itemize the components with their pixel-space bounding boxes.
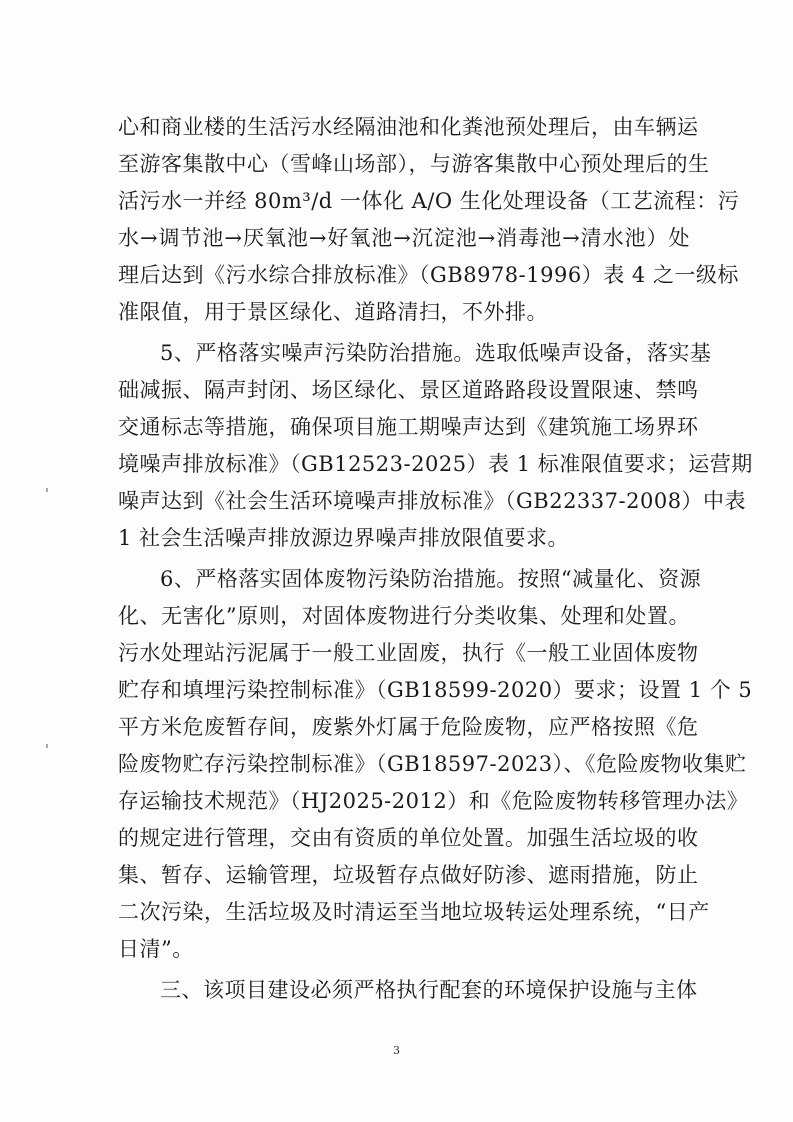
- text-line: 活污水一并经 80m³/d 一体化 A/O 生化处理设备（工艺流程：污: [118, 189, 740, 213]
- text-line: 准限值，用于景区绿化、道路清扫，不外排。: [118, 300, 548, 324]
- paragraph-start: 5、严格落实噪声污染防治措施。选取低噪声设备，落实基: [160, 341, 712, 365]
- text-line: 础减振、隔声封闭、场区绿化、景区道路路段设置限速、禁鸣: [118, 378, 699, 402]
- scan-mark: [46, 488, 48, 492]
- text-line: 化、无害化”原则，对固体废物进行分类收集、处理和处置。: [118, 604, 690, 628]
- text-line: 集、暂存、运输管理，垃圾暂存点做好防渗、遮雨措施，防止: [118, 863, 699, 887]
- paragraph-start: 6、严格落实固体废物污染防治措施。按照“减量化、资源: [160, 567, 702, 591]
- text-line: 日清”。: [118, 937, 194, 961]
- text-line: 险废物贮存污染控制标准》（GB18597-2023）、《危险废物收集贮: [118, 752, 747, 776]
- page-number: 3: [393, 1044, 400, 1057]
- text-line: 贮存和填埋污染控制标准》（GB18599-2020）要求；设置 1 个 5: [118, 678, 753, 702]
- text-line: 的规定进行管理，交由有资质的单位处置。加强生活垃圾的收: [118, 826, 699, 850]
- paragraph-start: 三、该项目建设必须严格执行配套的环境保护设施与主体: [160, 978, 698, 1002]
- text-line: 污水处理站污泥属于一般工业固废，执行《一般工业固体废物: [118, 641, 699, 665]
- text-line: 1 社会生活噪声排放源边界噪声排放限值要求。: [118, 526, 570, 550]
- text-line: 理后达到《污水综合排放标准》（GB8978-1996）表 4 之一级标: [118, 263, 739, 287]
- text-line: 存运输技术规范》（HJ2025-2012）和《危险废物转移管理办法》: [118, 789, 749, 813]
- text-line: 心和商业楼的生活污水经隔油池和化粪池预处理后，由车辆运: [118, 115, 699, 139]
- text-line: 二次污染，生活垃圾及时清运至当地垃圾转运处理系统，“日产: [118, 900, 710, 924]
- text-line: 境噪声排放标准》（GB12523-2025）表 1 标准限值要求；运营期: [118, 452, 753, 476]
- text-line: 平方米危废暂存间，废紫外灯属于危险废物，应严格按照《危: [118, 715, 699, 739]
- text-line: 水→调节池→厌氧池→好氧池→沉淀池→消毒池→清水池）处: [118, 226, 690, 250]
- text-line: 交通标志等措施，确保项目施工期噪声达到《建筑施工场界环: [118, 415, 699, 439]
- text-line: 噪声达到《社会生活环境噪声排放标准》（GB22337-2008）中表: [118, 489, 747, 513]
- text-line: 至游客集散中心（雪峰山场部），与游客集散中心预处理后的生: [118, 152, 710, 176]
- scan-mark: [46, 744, 48, 748]
